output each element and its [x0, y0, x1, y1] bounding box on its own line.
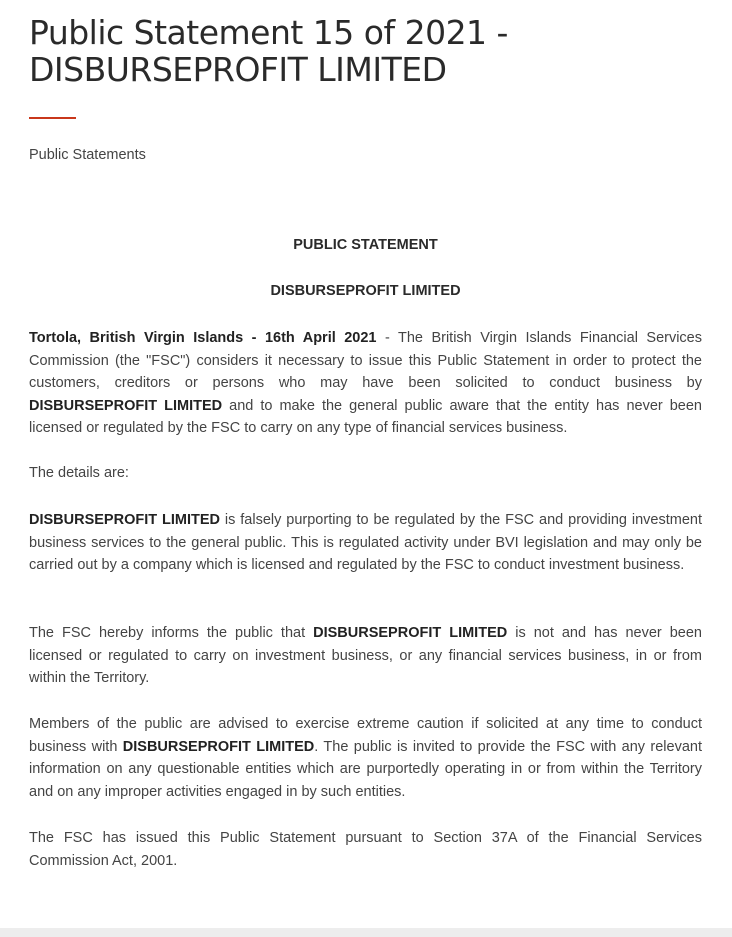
entity-heading: DISBURSEPROFIT LIMITED — [270, 283, 461, 299]
entity-name: DISBURSEPROFIT LIMITED — [29, 512, 220, 528]
entity-name: DISBURSEPROFIT LIMITED — [29, 397, 223, 414]
title-accent-rule — [29, 117, 76, 119]
paragraph-text: and to make the general public aware that the entity has never been licensed or regulated by the FSC to carry on any type of financial services business. — [29, 397, 702, 437]
paragraph-text: - The British Virgin Islands Financial Services Commission (the "FSC") considers it necessary to issue this Public Statement in order to protect the customers, creditors or persons who may have been solicited to conduct business by — [29, 330, 702, 392]
entity-name: DISBURSEPROFIT LIMITED — [122, 738, 315, 755]
paragraph-text: The details are: — [29, 465, 129, 481]
paragraph-details — [29, 509, 702, 577]
paragraph-text: The FSC hereby informs the public that — [29, 625, 314, 641]
paragraph-text: is falsely purporting to be regulated by the FSC and providing investment business services to the general public. This is regulated activity under BVI legislation and may only be carried out by a company which is licensed and regulated by the FSC to conduct investment business. — [29, 512, 702, 574]
footer-band — [0, 928, 732, 937]
paragraph-legal-basis — [29, 827, 702, 872]
entity-name: DISBURSEPROFIT LIMITED — [313, 625, 508, 641]
paragraph-text: Members of the public are advised to exercise extreme caution if solicited at any time to conduct business with — [29, 716, 702, 755]
paragraph-intro — [29, 327, 702, 440]
paragraph-text: The FSC has issued this Public Statement pursuant to Section 37A of the Financial Services Commission Act, 2001. — [29, 830, 702, 869]
paragraph-caution — [29, 713, 702, 803]
page-title: Public Statement 15 of 2021 - DISBURSEPROFIT LIMITED — [29, 13, 508, 89]
dateline: Tortola, British Virgin Islands - 16th April 2021 — [29, 330, 377, 346]
paragraph-notice — [29, 622, 702, 690]
category-link[interactable]: Public Statements — [29, 147, 146, 163]
paragraph-text: is not and has never been licensed or regulated to carry on investment business, or any financial services business, in or from within the Territory. — [29, 625, 702, 687]
paragraph-text: . The public is invited to provide the FSC with any relevant information on any questionable entities which are purportedly operating in or from within the Territory and on any improper activities engaged in by such entities. — [29, 738, 702, 800]
statement-heading: PUBLIC STATEMENT — [293, 237, 438, 253]
paragraph-details-intro — [29, 462, 702, 485]
